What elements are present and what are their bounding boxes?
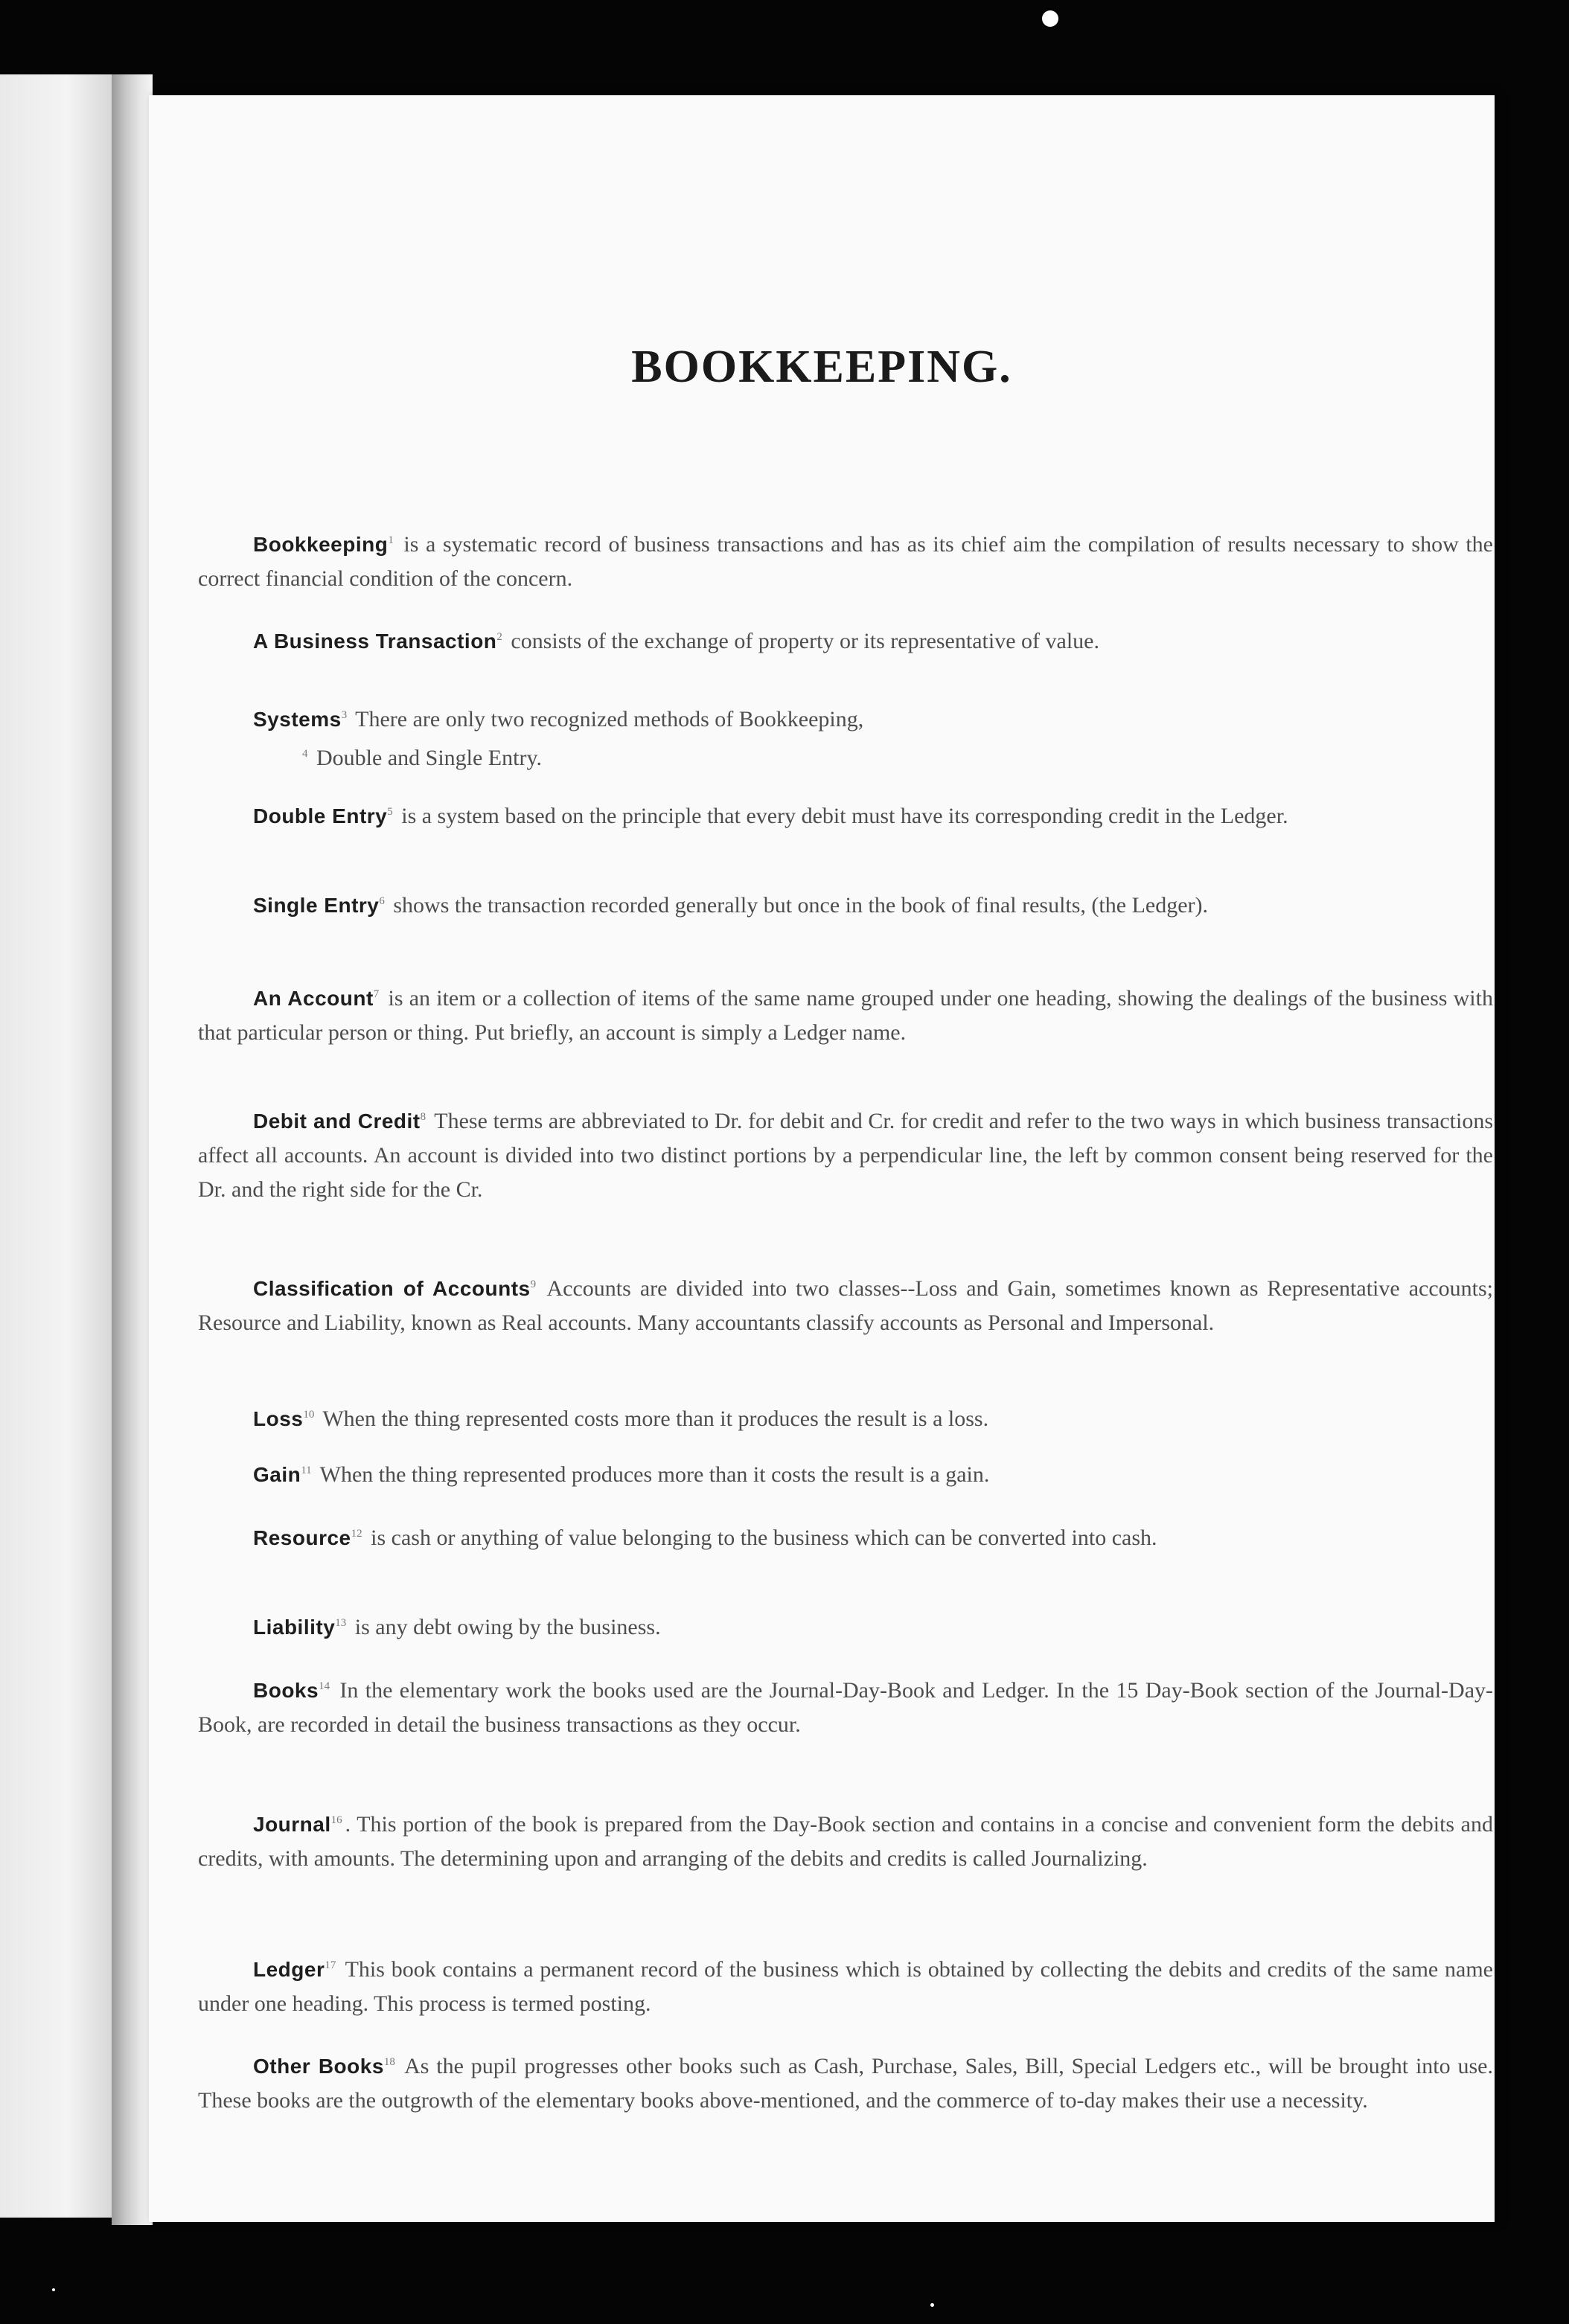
- footnote-number: 7: [373, 988, 380, 1000]
- entry-subline: [198, 737, 1493, 775]
- footnote-number: 11: [301, 1464, 312, 1476]
- entry-term: Systems: [253, 708, 342, 731]
- footnote-number: 9: [530, 1278, 537, 1290]
- footnote-number: 18: [383, 2056, 395, 2068]
- entry-text: is cash or anything of value belonging to the business which can be converted into cash.: [365, 1526, 1157, 1550]
- entry-term: Liability: [253, 1616, 336, 1639]
- entry-text: When the thing represented costs more than it produces the result is a loss.: [317, 1406, 989, 1431]
- entry-books: [198, 1669, 1493, 1742]
- entry-term: A Business Transaction: [253, 630, 497, 653]
- entry-single-entry: [198, 884, 1493, 923]
- entry-other-books: [198, 2045, 1493, 2118]
- entry-text: This book contains a permanent record of the business which is obtained by collecting the debits and credits of the same name under one heading. This process is termed posting.: [198, 1957, 1493, 2016]
- entry-liability: [198, 1606, 1493, 1645]
- entry-text: is a system based on the principle that every debit must have its corresponding credit in the Ledger.: [395, 804, 1288, 828]
- footnote-number: 16: [330, 1814, 342, 1826]
- scan-speck: [930, 2303, 934, 2307]
- facing-page-edge: [0, 74, 112, 2218]
- entry-text: is a systematic record of business transactions and has as its chief aim the compilation of results necessary to show the correct financial condition of the concern.: [198, 532, 1493, 591]
- document-page: [149, 95, 1495, 2222]
- entry-term: Other Books: [253, 2055, 384, 2078]
- entry-text: There are only two recognized methods of Bookkeeping,: [350, 707, 864, 732]
- entry-text: As the pupil progresses other books such as Cash, Purchase, Sales, Bill, Special Ledgers etc., will be brought into use. These books are the outgrowth of the elementary books above-mentioned, and the commerce of to-day makes their use a necessity.: [198, 2054, 1493, 2113]
- page-title: BOOKKEEPING.: [631, 342, 1012, 392]
- scan-speck: [52, 2288, 55, 2291]
- book-gutter: [112, 74, 153, 2225]
- footnote-number: 8: [420, 1111, 426, 1123]
- entry-text: consists of the exchange of property or its representative of value.: [505, 629, 1099, 653]
- entry-debit-credit: [198, 1100, 1493, 1207]
- entry-text: In the elementary work the books used are the Journal-Day-Book and Ledger. In the 15 Day-Book section of the Journal-Day-Book, are recorded in detail the business transactions as they occur.: [198, 1678, 1493, 1737]
- entry-term: Classification of Accounts: [253, 1277, 531, 1300]
- entry-journal: [198, 1803, 1493, 1876]
- entry-term: Journal: [253, 1813, 331, 1836]
- entry-text: When the thing represented produces more than it costs the result is a gain.: [314, 1462, 990, 1487]
- entry-term: Double Entry: [253, 804, 388, 828]
- entry-term: Resource: [253, 1526, 351, 1549]
- entry-classification: [198, 1267, 1493, 1340]
- entry-loss: [198, 1398, 1493, 1436]
- entry-term: Debit and Credit: [253, 1110, 421, 1133]
- footnote-number: 5: [387, 806, 393, 818]
- footnote-number: 2: [496, 631, 502, 643]
- footnote-number: 12: [351, 1528, 362, 1540]
- entry-term: Bookkeeping: [253, 533, 389, 556]
- entry-term: Ledger: [253, 1958, 325, 1981]
- footnote-number: 13: [335, 1617, 347, 1629]
- entry-term: An Account: [253, 987, 374, 1010]
- entry-ledger: [198, 1948, 1493, 2021]
- footnote-number: 4: [302, 748, 308, 760]
- entry-account: [198, 977, 1493, 1050]
- entry-business-transaction: [198, 620, 1493, 659]
- entry-systems: [198, 698, 1493, 775]
- entry-term: Loss: [253, 1407, 304, 1430]
- entry-resource: [198, 1517, 1493, 1555]
- entry-text: is an item or a collection of items of the same name grouped under one heading, showing the dealings of the business with that particular person or thing. Put briefly, an account is simply a Ledger name.: [198, 986, 1493, 1045]
- entry-text: shows the transaction recorded generally but once in the book of final results, (the Ledger).: [387, 893, 1209, 918]
- entry-term: Single Entry: [253, 894, 380, 917]
- entry-subtext: Double and Single Entry.: [310, 746, 543, 770]
- entry-text: . This portion of the book is prepared from the Day-Book section and contains in a concise and convenient form the debits and credits, with amounts. The determining upon and arranging of the debits and credits is called Journalizing.: [198, 1812, 1493, 1871]
- footnote-number: 14: [319, 1680, 330, 1692]
- entry-term: Books: [253, 1679, 319, 1702]
- entry-term: Gain: [253, 1463, 301, 1486]
- footnote-number: 17: [325, 1959, 336, 1971]
- entry-text: is any debt owing by the business.: [349, 1615, 661, 1639]
- footnote-number: 10: [303, 1409, 315, 1421]
- entry-gain: [198, 1453, 1493, 1492]
- entry-text: Accounts are divided into two classes--Loss and Gain, sometimes known as Representative accounts; Resource and Liability, known as Real accounts. Many accountants classify accounts as Personal and Impersonal.: [198, 1276, 1493, 1335]
- scan-speck: [1042, 10, 1058, 27]
- footnote-number: 3: [341, 709, 348, 721]
- entry-text: These terms are abbreviated to Dr. for debit and Cr. for credit and refer to the two ways in which business transactions affect all accounts. An account is divided into two distinct portions by a perpendicular line, the left by common consent being reserved for the Dr. and the right side for the Cr.: [198, 1109, 1493, 1202]
- entry-double-entry: [198, 795, 1493, 833]
- footnote-number: 1: [388, 534, 394, 546]
- entry-bookkeeping: [198, 523, 1493, 596]
- footnote-number: 6: [379, 895, 385, 907]
